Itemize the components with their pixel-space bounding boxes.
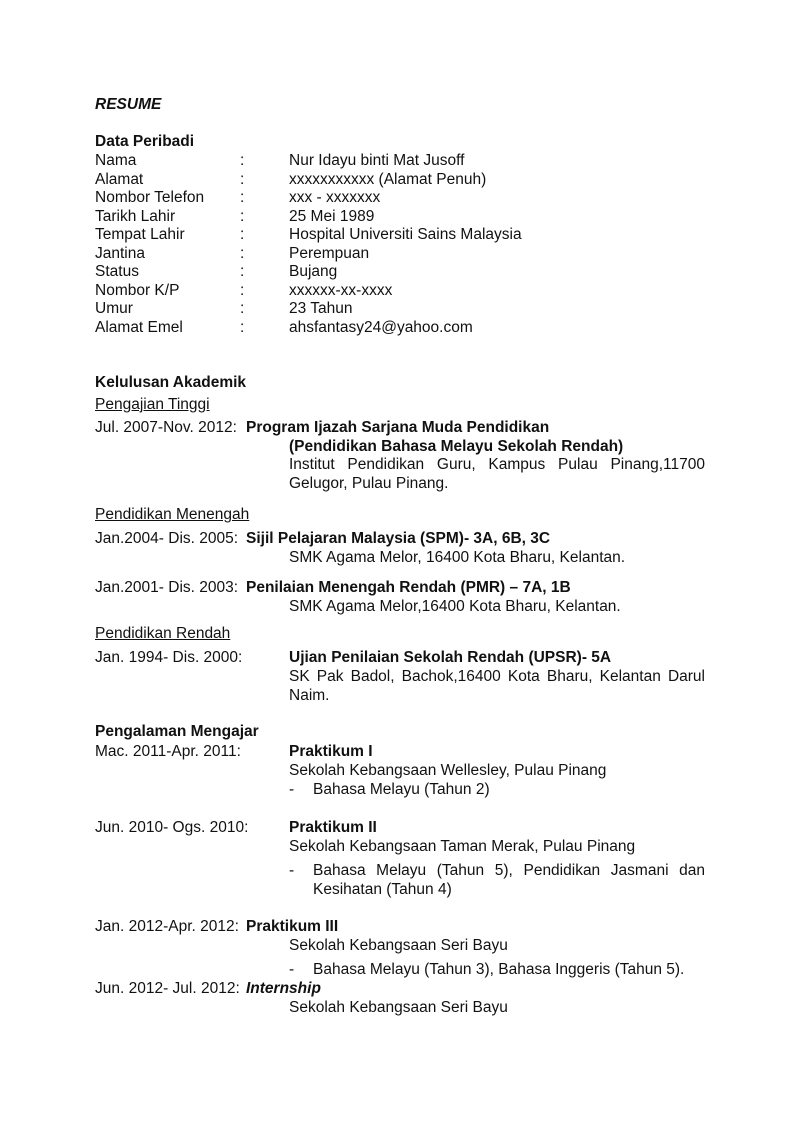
personal-label: Jantina [95, 244, 145, 262]
bullet-dash: - [289, 961, 295, 978]
personal-label: Nama [95, 152, 137, 169]
bullet-text: Bahasa Melayu (Tahun 2) [313, 781, 490, 798]
personal-label: Status [95, 263, 139, 280]
entry-description: Institut Pendidikan Guru, Kampus Pulau Pinang,11700 Gelugor, Pulau Pinang. [289, 456, 705, 492]
personal-value: Perempuan [289, 244, 370, 262]
personal-value: Nur Idayu binti Mat Jusoff [289, 152, 465, 169]
colon: : [240, 300, 245, 317]
personal-value: 23 Tahun [289, 300, 353, 317]
personal-value: Bujang [289, 263, 338, 280]
colon: : [240, 152, 245, 169]
entry-date: Jan.2004- Dis. 2005: [95, 530, 239, 547]
entry-title-line2: (Pendidikan Bahasa Melayu Sekolah Rendah) [289, 438, 624, 455]
entry-title: Internship [246, 980, 321, 997]
colon: : [240, 263, 245, 280]
personal-value: xxx - xxxxxxx [289, 189, 381, 206]
entry-date: Mac. 2011-Apr. 2011: [95, 743, 241, 760]
personal-label: Alamat [95, 170, 144, 188]
entry-school: Sekolah Kebangsaan Seri Bayu [289, 937, 508, 954]
entry-title: Penilaian Menengah Rendah (PMR) – 7A, 1B [246, 579, 571, 596]
entry-title: Praktikum III [246, 918, 339, 935]
personal-heading: Data Peribadi [95, 133, 195, 150]
entry-school: Sekolah Kebangsaan Wellesley, Pulau Pinang [289, 762, 607, 779]
bullet-text: Bahasa Melayu (Tahun 5), Pendidikan Jasmani dan Kesihatan (Tahun 4) [313, 862, 705, 898]
subheading-pendidikan-menengah: Pendidikan Menengah [95, 506, 250, 523]
entry-date: Jan. 1994- Dis. 2000: [95, 649, 243, 666]
entry-description: SK Pak Badol, Bachok,16400 Kota Bharu, Kelantan Darul Naim. [289, 668, 705, 704]
personal-value: 25 Mei 1989 [289, 207, 375, 225]
colon: : [240, 170, 245, 188]
personal-label: Nombor Telefon [95, 189, 205, 206]
colon: : [240, 189, 245, 206]
entry-school: Sekolah Kebangsaan Taman Merak, Pulau Pinang [289, 838, 636, 855]
personal-label: Tempat Lahir [95, 226, 185, 243]
personal-value: Hospital Universiti Sains Malaysia [289, 226, 522, 243]
personal-label: Tarikh Lahir [95, 207, 176, 225]
entry-title: Praktikum I [289, 743, 373, 760]
entry-description: SMK Agama Melor,16400 Kota Bharu, Kelantan. [289, 598, 621, 615]
colon: : [240, 226, 245, 243]
entry-title: Praktikum II [289, 819, 377, 836]
academic-heading: Kelulusan Akademik [95, 374, 247, 391]
personal-value: xxxxxxxxxxx (Alamat Penuh) [289, 170, 487, 188]
entry-date: Jan.2001- Dis. 2003: [95, 579, 239, 596]
colon: : [240, 244, 245, 262]
entry-description: SMK Agama Melor, 16400 Kota Bharu, Kelantan. [289, 549, 626, 566]
email-value: ahsfantasy24@yahoo.com [289, 318, 473, 336]
bullet-dash: - [289, 781, 295, 798]
personal-label: Alamat Emel [95, 318, 183, 336]
colon: : [240, 207, 245, 225]
entry-title: Ujian Penilaian Sekolah Rendah (UPSR)- 5A [289, 649, 612, 666]
entry-date: Jun. 2010- Ogs. 2010: [95, 819, 249, 836]
bullet-dash: - [289, 862, 295, 879]
personal-label: Umur [95, 300, 133, 317]
entry-title: Program Ijazah Sarjana Muda Pendidikan [246, 419, 550, 436]
entry-title: Sijil Pelajaran Malaysia (SPM)- 3A, 6B, 3C [246, 530, 551, 547]
entry-date: Jun. 2012- Jul. 2012: [95, 980, 240, 997]
entry-date: Jul. 2007-Nov. 2012: [95, 419, 237, 436]
colon: : [240, 318, 245, 336]
entry-school: Sekolah Kebangsaan Seri Bayu [289, 999, 508, 1016]
personal-value: xxxxxx-xx-xxxx [289, 281, 393, 299]
personal-label: Nombor K/P [95, 281, 180, 299]
colon: : [240, 281, 245, 299]
resume-title: RESUME [95, 96, 162, 113]
teaching-heading: Pengalaman Mengajar [95, 723, 259, 740]
bullet-text: Bahasa Melayu (Tahun 3), Bahasa Inggeris (Tahun 5). [313, 961, 685, 978]
subheading-pengajian-tinggi: Pengajian Tinggi [95, 396, 210, 413]
subheading-pendidikan-rendah: Pendidikan Rendah [95, 625, 231, 642]
entry-date: Jan. 2012-Apr. 2012: [95, 918, 239, 935]
